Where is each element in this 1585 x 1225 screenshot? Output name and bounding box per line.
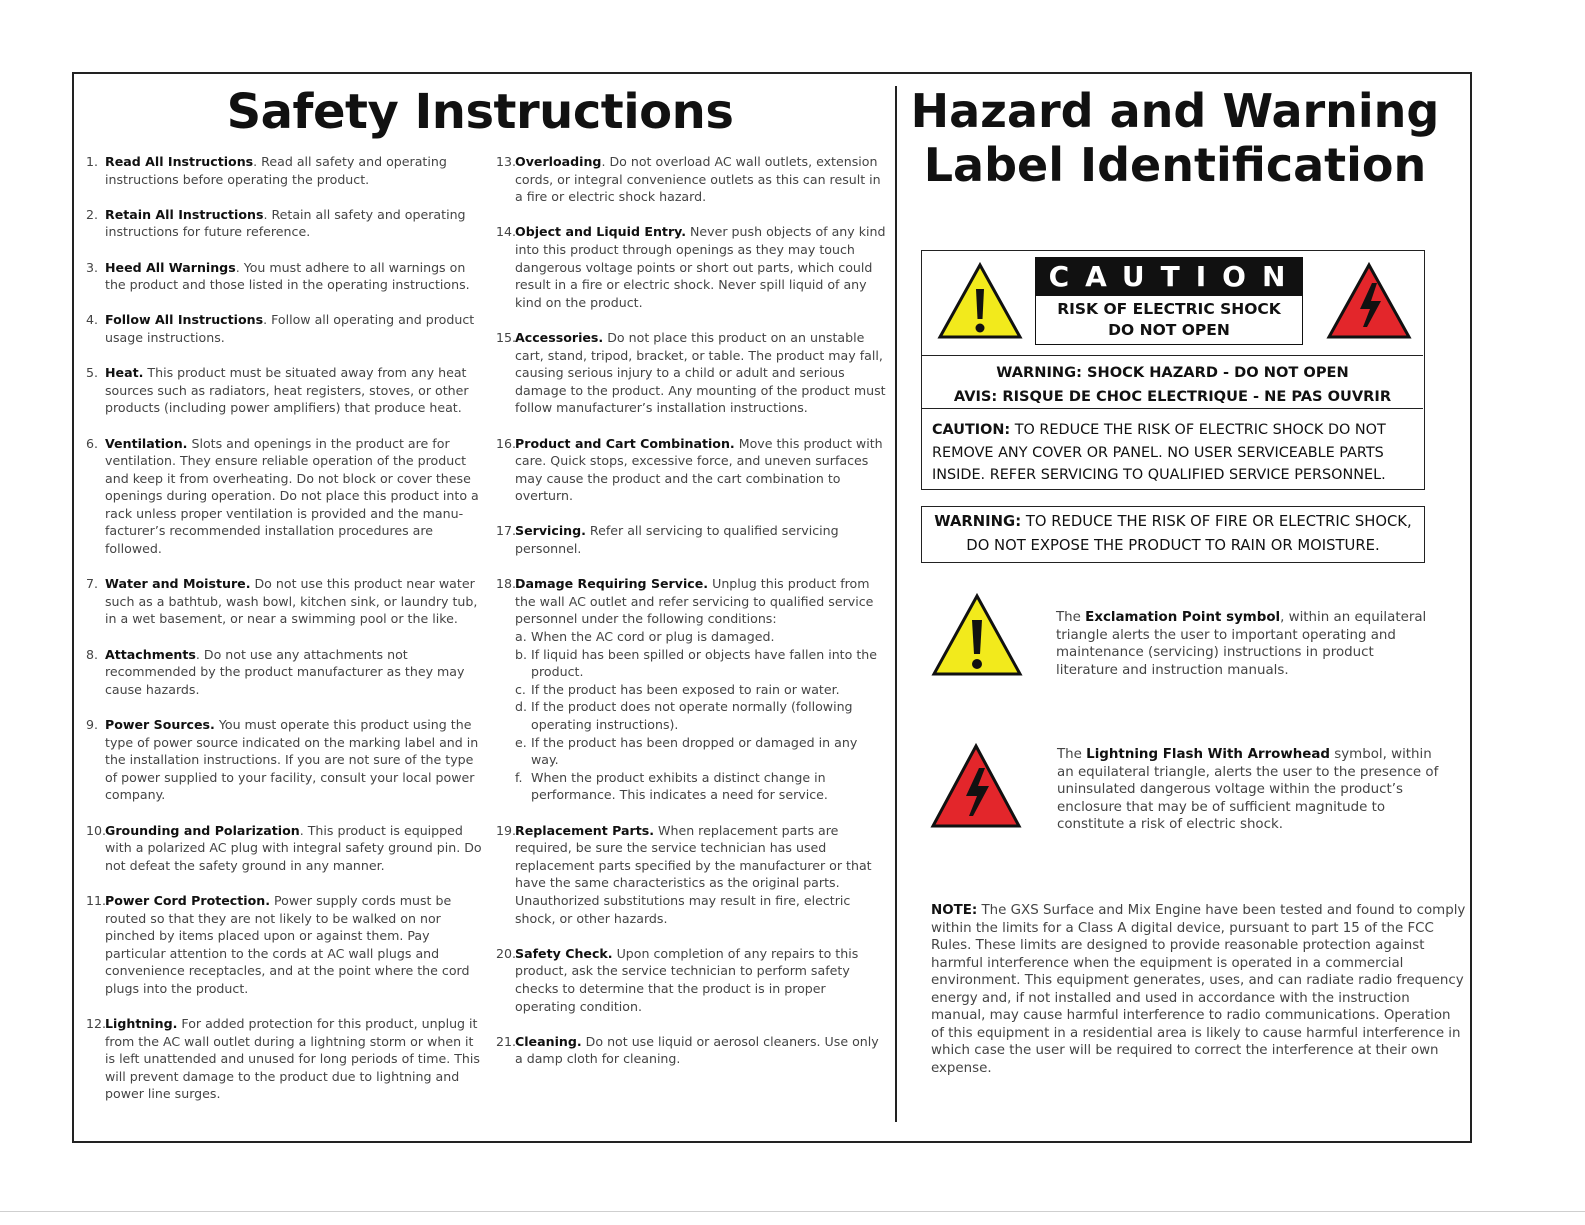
safety-item-body: You must operate this product using the type of power source indicated on the marking label and in the installation instructions. If you are not sure of the type of power supplied to your facility, consult your local power company. (105, 717, 479, 803)
lightning-triangle-icon (929, 742, 1023, 830)
safety-sub-letter: c. (515, 681, 526, 697)
safety-item-text (105, 1015, 484, 1103)
safety-item-text (515, 153, 888, 206)
fire-warning-line2: DO NOT EXPOSE THE PRODUCT TO RAIN OR MOISTURE. (966, 537, 1380, 554)
safety-item (86, 364, 484, 417)
safety-sub-letter: a. (515, 629, 527, 645)
safety-item (496, 329, 888, 417)
safety-sub-letter: f. (515, 769, 523, 785)
safety-item-body: Unplug this product from the wall AC outlet and refer servicing to qualified service personnel under the following conditions: (515, 576, 874, 627)
safety-item-text (515, 575, 888, 804)
safety-item-heading: Power Sources. (105, 717, 215, 732)
safety-sub-item (515, 734, 888, 769)
safety-item-number: 13. (496, 154, 517, 169)
safety-item-number: 6. (86, 435, 99, 451)
safety-item-body: Never push objects of any kind into this product through openings as they may touch dangerous voltage points or short out parts, which could result in a fire or electric shock. Never spill liquid of any kind on the product. (515, 224, 886, 310)
safety-sub-text: If the product does not operate normally (following operating instructions). (531, 699, 853, 732)
safety-item-number: 16. (496, 435, 517, 451)
safety-item-body: Power supply cords must be routed so that they are not likely to be walked on nor pinched by items placed upon or against them. Pay particular attention to the cords at AC wall plugs and convenience receptacles, and at the point where the cord plugs into the product. (105, 892, 470, 996)
safety-item-body: Slots and openings in the product are for ventilation. They ensure reliable operation of the product and keep it from overheating. Do not block or cover these openings during operation. Do not place this product into a rack unless proper ventilation is provided and the manu-facturer’s recommended installation procedures are followed. (105, 435, 479, 557)
safety-item-number: 15. (496, 329, 517, 345)
safety-instructions-title: Safety Instructions (226, 84, 734, 140)
safety-item-text (105, 435, 484, 558)
safety-item-body: . Read all safety and operating instructions before operating the product. (105, 154, 447, 187)
fire-warning-label-word: WARNING: (934, 513, 1022, 530)
safety-item-text (105, 575, 484, 628)
safety-item-heading: Object and Liquid Entry. (515, 224, 686, 240)
safety-item (86, 716, 484, 804)
safety-sub-item (515, 698, 888, 733)
safety-item-body: When replacement parts are required, be sure the service technician has used replacement parts specified by the manufacturer or that have the same characteristics as the original parts. Unauthorized substitutions may result in fire, electric shock, or other hazards. (515, 822, 872, 926)
safety-item-text (515, 945, 888, 1015)
safety-sub-text: If liquid has been spilled or objects have fallen into the product. (531, 646, 877, 680)
safety-item-number: 4. (86, 312, 99, 328)
safety-item-body: Do not place this product on an unstable cart, stand, tripod, bracket, or table. The product may fall, causing serious injury to a child or adult and serious damage to the product. Any mounting of the product must follow manufacturer’s installation instructions. (515, 329, 886, 416)
safety-sub-item (515, 769, 888, 804)
safety-sub-letter: e. (515, 734, 527, 750)
exclamation-symbol-description (1056, 609, 1436, 679)
safety-item-text (105, 822, 484, 875)
safety-item (496, 822, 888, 928)
safety-item-body: . Do not use any attachments not recommended by the product manufacturer as they may cause hazards. (105, 646, 465, 697)
safety-item (86, 822, 484, 875)
exclamation-triangle-icon (936, 261, 1024, 341)
safety-item-number: 14. (496, 224, 517, 240)
safety-item-number: 2. (86, 206, 99, 222)
safety-sub-item (515, 681, 888, 699)
safety-item (86, 153, 484, 188)
safety-item-text (105, 646, 484, 699)
safety-item-heading: Follow All Instructions (105, 312, 264, 328)
safety-item-body: Do not use liquid or aerosol cleaners. Use only a damp cloth for cleaning. (515, 1033, 879, 1067)
note-body: The GXS Surface and Mix Engine have been tested and found to comply within the limits for a Class A digital device, pursuant to part 15 of the FCC Rules. These limits are designed to provide reasonable protection against harmful interference when the equipment is operated in a commercial environment. This equipment generates, uses, and can radiate radio frequency energy and, if not installed and used in accordance with the instruction manual, may cause harmful interference to radio communications. Operation of this equipment in a residential area is likely to cause harmful interference in which case the user will be required to correct the interference at their own expense. (931, 903, 1466, 1076)
safety-item-body: For added protection for this product, unplug it from the AC wall outlet during a lightning storm or when it is left unattended and unused for long periods of time. This will prevent damage to the product due to lightning and power line surges. (105, 1016, 480, 1102)
safety-item-heading: Water and Moisture. (105, 576, 251, 592)
safety-item (496, 153, 888, 206)
lightning-symbol-description (1057, 746, 1452, 834)
safety-item (86, 259, 484, 294)
safety-item-body: . Do not overload AC wall outlets, extension cords, or integral convenience outlets as this can result in a fire or electric shock hazard. (515, 154, 881, 205)
caution-risk-text (1036, 296, 1302, 341)
safety-item-text (515, 522, 888, 557)
safety-item-heading: Power Cord Protection. (105, 892, 271, 908)
safety-item-number: 1. (86, 154, 99, 169)
safety-item-heading: Overloading (515, 154, 602, 169)
safety-item-text (105, 206, 484, 241)
safety-item-heading: Damage Requiring Service. (515, 576, 709, 592)
bolt-body: symbol, within an equilateral triangle, alerts the user to the presence of uninsulated dangerous voltage within the product’s enclosure that may be of sufficient magnitude to constitute a risk of electric shock. (1057, 747, 1439, 832)
excl-head: Exclamation Point symbol (1085, 610, 1281, 625)
safety-item-number: 10. (86, 822, 107, 838)
fire-warning-label (921, 506, 1425, 563)
safety-sub-text: If the product has been dropped or damaged in any way. (531, 734, 858, 768)
hazard-title (905, 84, 1445, 192)
safety-item-number: 7. (86, 576, 99, 592)
safety-item-number: 11. (86, 892, 107, 908)
safety-item-heading: Lightning. (105, 1016, 178, 1032)
safety-item-heading: Ventilation. (105, 435, 188, 451)
safety-item (496, 435, 888, 505)
safety-list-column-1 (86, 153, 484, 1121)
safety-item-number: 5. (86, 365, 99, 381)
caution-para-label: CAUTION: (932, 422, 1011, 438)
lightning-triangle-icon-small (1325, 261, 1413, 341)
safety-item (496, 522, 888, 557)
bottom-rule (0, 1211, 1585, 1212)
safety-item-body: . Follow all operating and product usage instructions. (105, 312, 475, 345)
caution-banner (1035, 257, 1303, 345)
hazard-title-line2: Label Identification (923, 138, 1427, 192)
fire-warning-text1: TO REDUCE THE RISK OF FIRE OR ELECTRIC SHOCK, (1021, 513, 1412, 530)
shock-hazard-lines (922, 357, 1423, 409)
safety-item-heading: Grounding and Polarization (105, 822, 300, 838)
safety-item-text (105, 364, 484, 417)
safety-item-heading: Retain All Instructions (105, 206, 264, 222)
bolt-head: Lightning Flash With Arrowhead (1086, 747, 1330, 762)
safety-item-body: . You must adhere to all warnings on the product and those listed in the operating instructions. (105, 259, 470, 293)
exclamation-triangle-icon-large (930, 592, 1024, 678)
safety-item-number: 17. (496, 523, 517, 539)
safety-item (496, 945, 888, 1015)
safety-item-body: This product must be situated away from any heat sources such as radiators, heat registers, stoves, or other products (including power amplifiers) that produce heat. (105, 365, 469, 416)
safety-sub-text: If the product has been exposed to rain or water. (531, 681, 840, 697)
safety-item-text (105, 892, 484, 998)
safety-sub-letter: d. (515, 699, 527, 715)
note-label: NOTE: (931, 903, 978, 918)
safety-item-number: 12. (86, 1016, 107, 1032)
safety-sub-text: When the AC cord or plug is damaged. (531, 629, 775, 645)
safety-item-heading: Heed All Warnings (105, 259, 236, 275)
safety-item-number: 21. (496, 1033, 517, 1049)
safety-item-text (105, 311, 484, 346)
safety-item-heading: Attachments (105, 646, 196, 662)
safety-item (496, 575, 888, 804)
avis-line: AVIS: RISQUE DE CHOC ELECTRIQUE - NE PAS OUVRIR (953, 388, 1392, 405)
bolt-pre: The (1057, 747, 1087, 762)
safety-item (86, 311, 484, 346)
safety-item-number: 9. (86, 717, 99, 732)
safety-item-number: 8. (86, 646, 99, 662)
risk-line-2: DO NOT OPEN (1108, 321, 1230, 339)
safety-item-body: Upon completion of any repairs to this product, ask the service technician to perform safety checks to determine that the product is in proper operating condition. (515, 945, 859, 1014)
safety-item-body: Move this product with care. Quick stops, excessive force, and uneven surfaces may cause the product and the cart combination to overturn. (515, 435, 883, 504)
safety-sub-item (515, 646, 888, 681)
risk-line-1: RISK OF ELECTRIC SHOCK (1057, 300, 1281, 318)
caution-label (921, 250, 1425, 490)
safety-item (496, 1033, 888, 1068)
safety-item-body: Do not use this product near water such as a bathtub, wash bowl, kitchen sink, or laundry tub, in a wet basement, or near a swimming pool or the like. (105, 576, 478, 627)
safety-item (86, 892, 484, 998)
safety-item (86, 575, 484, 628)
column-divider (895, 86, 897, 1122)
safety-item-text (515, 223, 888, 311)
safety-item-text (105, 259, 484, 294)
safety-item-text (515, 822, 888, 928)
safety-item-heading: Read All Instructions (105, 154, 254, 169)
safety-item (86, 646, 484, 699)
safety-item (86, 206, 484, 241)
caution-word: CAUTION (1036, 258, 1302, 296)
excl-pre: The (1056, 610, 1086, 625)
safety-sub-letter: b. (515, 646, 527, 662)
safety-item-text (515, 435, 888, 505)
safety-item-number: 20. (496, 945, 517, 961)
safety-item-heading: Servicing. (515, 523, 586, 539)
safety-item-body: Refer all servicing to qualified servicing personnel. (515, 523, 839, 557)
excl-body: , within an equilateral triangle alerts the user to important operating and maintenance (servicing) instructions in product literature and instruction manuals. (1056, 610, 1427, 678)
safety-item-heading: Replacement Parts. (515, 822, 655, 838)
caution-label-header (922, 251, 1423, 356)
safety-item-text (105, 153, 484, 188)
caution-para-text: TO REDUCE THE RISK OF ELECTRIC SHOCK DO NOT REMOVE ANY COVER OR PANEL. NO USER SERVICEABLE PARTS INSIDE. REFER SERVICING TO QUALIFIED SERVICE PERSONNEL. (932, 422, 1386, 483)
safety-item-number: 18. (496, 576, 517, 592)
safety-item-number: 3. (86, 259, 99, 275)
safety-item-heading: Safety Check. (515, 945, 613, 961)
safety-item (496, 223, 888, 311)
safety-item-body: . Retain all safety and operating instructions for future reference. (105, 206, 466, 240)
safety-item (86, 1015, 484, 1103)
safety-list-column-2 (496, 153, 888, 1085)
safety-item-heading: Heat. (105, 365, 144, 381)
safety-item-body: . This product is equipped with a polarized AC plug with integral safety ground pin. Do not defeat the safety ground in any manner. (105, 822, 482, 873)
fcc-note (931, 902, 1466, 1077)
warning-shock-line: WARNING: SHOCK HAZARD - DO NOT OPEN (996, 364, 1349, 381)
safety-item-heading: Product and Cart Combination. (515, 435, 735, 451)
caution-paragraph (932, 419, 1418, 487)
safety-item-heading: Cleaning. (515, 1033, 582, 1049)
safety-sub-text: When the product exhibits a distinct change in performance. This indicates a need for service. (531, 769, 828, 803)
safety-sub-item (515, 628, 888, 646)
hazard-title-line1: Hazard and Warning (910, 84, 1440, 138)
safety-item-text (105, 716, 484, 804)
fire-warning-line1 (922, 510, 1424, 534)
safety-item-text (515, 329, 888, 417)
safety-item-text (515, 1033, 888, 1068)
safety-item-number: 19. (496, 822, 517, 838)
safety-item-heading: Accessories. (515, 329, 604, 345)
safety-item (86, 435, 484, 558)
